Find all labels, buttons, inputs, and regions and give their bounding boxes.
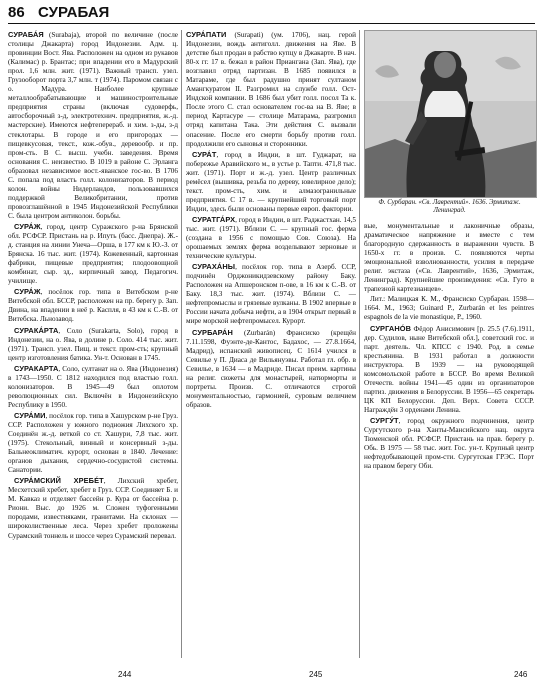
article-text: вые, монументальные и лаконичные образы, драматическое напряжение и вместе с тем благородную сдержанность в выражении чувств. В 1650-х гг. в произв. С. появляются черты эмоциональной взволнованности, усилия в передаче религ. экстаза («Св. Лаврентий», 1636, Эрмитаж, Ленинград). Крупнейшие произведения: «Св. Гуго в трапезной картезианцев». — [364, 222, 534, 294]
headword: СУРА́Ж — [14, 221, 41, 231]
headword: СУРА́Т — [192, 149, 217, 159]
headword: СУРГАНО́В — [370, 323, 412, 333]
article-text: , Соло, султанат на о. Ява (Индонезия) в 1743—1950. С 1812 находился под властью голл. колонизаторов. В 1945—49 был оплотом революционных сил. Включён в Индонезийскую Республику в 1950. — [8, 364, 178, 409]
article-entry — [364, 416, 534, 471]
article-entry — [8, 287, 178, 324]
article-entry — [364, 324, 534, 415]
page-number: 86 — [8, 4, 25, 21]
article-entry — [8, 222, 178, 286]
article-text: (Zurbarán) Франсиско (крещён 7.11.1598, Фуэнте-де-Кантос, Бадахос, — 27.8.1664, Мадрид), испанский живописец. С 1614 учился в Севилье у П. Диаса де Вильянуэвы. Работал гл. обр. в Севилье, в 1634 — в Мадриде. Писал преим. картины на религ. сюжеты для монастырей, натюрморты и портреты. Произв. С. отличаются строгой монументальностью, гармонией, суровым величием образов. — [186, 328, 356, 409]
article-entry — [186, 262, 356, 326]
article-entry — [186, 30, 356, 149]
article-entry — [186, 150, 356, 214]
article-text: , посёлок гор. типа в Хашурском р-не Груз. ССР. Расположен у южного подножия Лихского хр. Соединён ж.-д. веткой со ст. Хашури, 7,8 тыс. жит. (1975). Стекольный, винный и консервный з-ды. Бальнеоклиматич. курорт, основан в 1840. Лечение: органов дыхания, сердечно-сосудистой системы. Санатории. — [8, 411, 178, 475]
headword: СУРАХА́НЫ — [192, 262, 236, 272]
article-text: Фёдор Анисимович [р. 25.5 (7.6).1911, дер. Судилов, ныне Витебской обл.], советский гос. и парт. деятель. Чл. КПСС с 1940. Род. в семье крестьянина. В 1931 работал в должности инструктора. В 1939 — на руководящей комсомольской работе в БССР. Во время Великой Отечеств. войны 1941—45 один из организаторов партиз. движения в Белоруссии. В 1956—65 секретарь ЦК КП Белоруссии. Деп. Верх. Совета СССР. Награждён 3 орденами Ленина. — [364, 324, 534, 414]
article-text: , Лихский хребет, Месхетский хребет, хребет в Груз. ССР. Соединяет Б. и М. Кавказ и отделяет бассейн р. Кура от бассейна р. Риони. Выс. до 1926 м. Сложен туфогенными породами, известняками, гранитами. На склонах — широколиственные леса. Через хребет проложены Сурамский тоннель и шоссе через Сурамский перевал. — [8, 477, 178, 540]
article-text: Лит.: Малицкая К. М., Франсиско Сурбаран. 1598—1664. М., 1963; Guinard P., Zurbarán et les peintres espagnols de la vie monastique, P., 1960. — [364, 295, 534, 322]
running-head: СУРАБАЯ — [38, 4, 110, 21]
footer-page-right: 246 — [514, 670, 528, 679]
article-text: , Соло (Surakarta, Solo), город в Индонезии, на о. Ява, в долине р. Соло. 414 тыс. жит. (1971). Трансп. узел. Пищ. и текст. пром-сть; крупный центр изготовления батика. Ун-т. Основан в 1745. — [8, 326, 178, 362]
headword: СУРА́МИ — [14, 410, 46, 420]
article-entry — [8, 326, 178, 363]
figure-painting — [364, 30, 537, 198]
headword: СУРАТГА́РХ — [192, 214, 236, 224]
article-entry — [8, 30, 178, 221]
column-2 — [186, 30, 356, 658]
headword: СУРАБА́Я — [8, 30, 44, 39]
column-3 — [364, 222, 534, 658]
column-divider — [181, 30, 182, 658]
article-text: , посёлок гор. типа в Витебском р-не Витебской обл. БССР, расположен на пр. берегу р. Зап. Двина, на впадении в неё р. Каспля, в 43 км к С.-В. от Витебска. Льнозавод. — [8, 288, 178, 324]
article-text: (Surapati) (ум. 1706), нац. герой Индонезии, вождь антиголл. движения на Яве. В детстве был продан в рабство купцу в Джакарте. В нач. 80-х гг. 17 в. бежал в район Приангана (Зап. Ява), где возглавил отряд партизан. В 1685 появился в Матараме, где был радушно принят султаном Амангкуратом II. Разгромил на службе голл. Ост-Индской компании. В 1686 был убит голл. посол Та к. После этого С. стал основателем гос-ва на В. Яве; в период Картасуре — столице Матарама, разгромил отряд капитана Така. Эти действия С. вызвали опасение. После его смерти борьбу против голл. продолжили его сыновья и сторонники. — [186, 31, 356, 148]
article-entry — [364, 295, 534, 322]
article-text: , город в Индии, в шт. Гуджарат, на побережье Аравийского м., в устье р. Тапти. 471,8 тыс. жит. (1971). Порт и ж.-д. узел. Центр различных ремёсел (вышивка, резьба по дереву, ювелирное дело); текст. пром-сть, хим. и алмазогранильные предприятия. С 17 в. — крупнейший торговый порт Индии, здесь были основаны первые европ. фактории. — [186, 150, 356, 213]
headword: СУРА́Ж — [14, 287, 41, 297]
footer-page-center: 245 — [309, 670, 323, 679]
article-entry — [364, 222, 534, 294]
headword: СУРБАРА́Н — [192, 327, 233, 337]
footer-page-left: 244 — [118, 670, 132, 679]
header-rule — [8, 23, 535, 24]
article-entry — [8, 411, 178, 475]
headword: СУРАКА́РТА — [14, 325, 59, 335]
column-1 — [8, 30, 178, 658]
figure-caption: Ф. Сурбаран. «Св. Лаврентий». 1636. Эрмитаж. Ленинград. — [378, 199, 521, 215]
column-divider — [359, 30, 360, 658]
article-entry — [8, 476, 178, 540]
article-text: , посёлок гор. типа в Азерб. ССР, подчинён Орджоникидзевскому району Баку. Расположен на Апшеронском п-ове, в 16 км к С.-В. от Баку. 18,3 тыс. жит. (1974). Вблизи С. — нефтепромыслы и грязевые вулканы. В 1902 впервые в России начата добыча нефти, а в 1904 открыт первый в мире морской нефтепромысел. Курорт. — [186, 263, 356, 326]
article-text: , город в Индии, в шт. Раджастхан. 14,5 тыс. жит. (1971). Вблизи С. — крупный гос. ферма (создана в 1956 с помощью Сов. Союза). На орошаемых землях ферма возделывают зерновые и технические культуры. — [186, 215, 356, 261]
article-entry — [186, 328, 356, 410]
article-entry — [8, 364, 178, 410]
headword: СУРА́ПАТИ — [186, 30, 227, 39]
headword: СУРА́МСКИЙ ХРЕБЕ́Т — [14, 476, 104, 486]
page-header — [8, 4, 535, 26]
article-text: , город окружного подчинения, центр Сургутского р-на Ханты-Мансийского нац. округа Тюменской обл. РСФСР. Пристань на прав. берегу р. Обь. В 1975 — 58 тыс. жит. Гос. ун-т. Крупный центр нефтедобывающей пром-сти. Сургутская ГРЭС. Порт на правом берегу Оби. — [364, 416, 534, 471]
painting-image — [365, 31, 536, 197]
article-text: , город, центр Суражского р-на Брянской обл. РСФСР. Пристань на р. Ипуть (басс. Днепра). Ж.-д. станция на линии Унеча—Орша, в 177 км к Ю.-З. от Брянска. 16 тыс. жит. (1974). Кожевенный, картонная фабрики, пищевые предприятия; плодоовощной комбинат, сыр. зд., кирпичный завод. Педагогич. училище. — [8, 222, 178, 286]
article-text: (Surabaja), второй по величине (после столицы Джакарта) город Индонезии. Адм. ц. провинции Вост. Ява. Расположен на одном из рукавов (Калимас) р. Брантас; при впадении его в Мадурский прол. 1,6 млн. жит. (1971). Важный трансп. узел. Грузооборот порта 3,7 млн. т (1974). Паромом связан с о. Мадура. Наиболее крупные металлообрабатывающие и машиностроительные предприятия страны (включая судоверфь, автосборочный з-д, электротехнич. предприятия, ж.-д. мастерские). Имеются нефтеперераб. и хим. з-ды, з-д стеклотары. В городе и его пригородах — пищевкусовая, текст., кож.-обув., деревообр. и пр. пром-сть. В С. высш. учебн. заведения. Время основания С. неизвестно. В 1019 в районе С. Эрланга образовал независимое вост.-яванское гос-во. В 1706 С. попала под власть голл. колонизаторов. В период колон. войны Нидерландов, пользовавшихся поддержкой Великобритании, против провозглашённой в 1945 Индонезийской Республики С. была центром антиколон. борьбы. — [8, 31, 178, 220]
article-entry — [186, 215, 356, 261]
headword: СУРГУ́Т — [370, 415, 399, 425]
headword: СУРАКАРТА — [14, 363, 59, 373]
